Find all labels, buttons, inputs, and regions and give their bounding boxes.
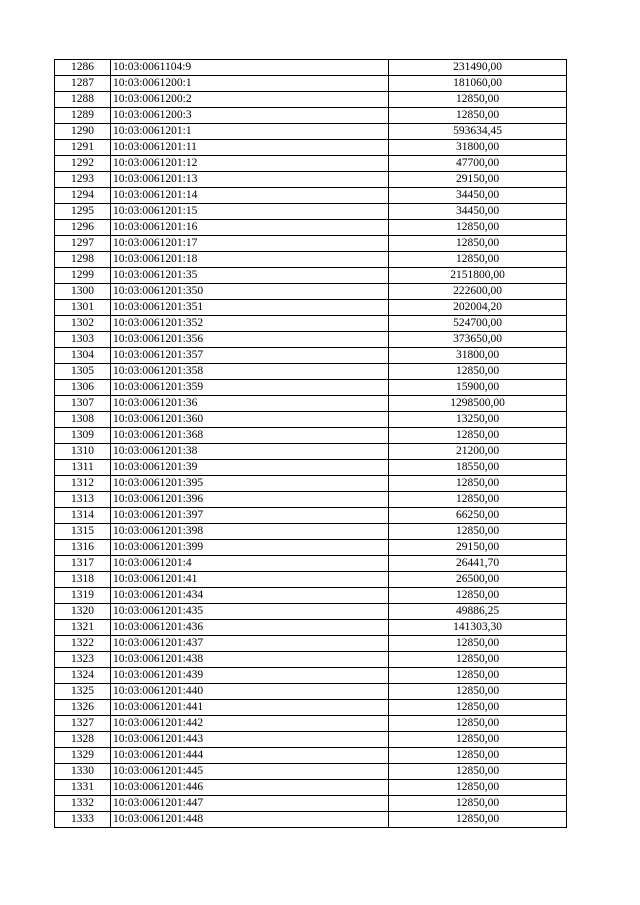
value-cell: 12850,00 — [389, 428, 567, 444]
table-row — [55, 412, 567, 428]
cadastral-number-cell: 10:03:0061201:368 — [111, 428, 389, 444]
table-row — [55, 444, 567, 460]
table-row — [55, 556, 567, 572]
row-number-cell: 1312 — [55, 476, 111, 492]
cadastral-number-cell: 10:03:0061201:399 — [111, 540, 389, 556]
value-cell: 593634,45 — [389, 124, 567, 140]
value-cell: 2151800,00 — [389, 268, 567, 284]
table-row — [55, 60, 567, 76]
cadastral-number-cell: 10:03:0061201:438 — [111, 652, 389, 668]
table-row — [55, 668, 567, 684]
cadastral-number-cell: 10:03:0061201:352 — [111, 316, 389, 332]
table-row — [55, 684, 567, 700]
row-number-cell: 1323 — [55, 652, 111, 668]
table-row — [55, 732, 567, 748]
table-row — [55, 268, 567, 284]
cadastral-number-cell: 10:03:0061201:12 — [111, 156, 389, 172]
value-cell: 15900,00 — [389, 380, 567, 396]
row-number-cell: 1328 — [55, 732, 111, 748]
table-row — [55, 764, 567, 780]
value-cell: 12850,00 — [389, 364, 567, 380]
cadastral-number-cell: 10:03:0061201:444 — [111, 748, 389, 764]
value-cell: 12850,00 — [389, 732, 567, 748]
cadastral-number-cell: 10:03:0061201:351 — [111, 300, 389, 316]
value-cell: 1298500,00 — [389, 396, 567, 412]
cadastral-number-cell: 10:03:0061201:440 — [111, 684, 389, 700]
row-number-cell: 1287 — [55, 76, 111, 92]
table-row — [55, 316, 567, 332]
table-row — [55, 284, 567, 300]
value-cell: 524700,00 — [389, 316, 567, 332]
cadastral-number-cell: 10:03:0061201:395 — [111, 476, 389, 492]
row-number-cell: 1286 — [55, 60, 111, 76]
row-number-cell: 1290 — [55, 124, 111, 140]
value-cell: 31800,00 — [389, 348, 567, 364]
cadastral-number-cell: 10:03:0061201:14 — [111, 188, 389, 204]
cadastral-number-cell: 10:03:0061200:3 — [111, 108, 389, 124]
row-number-cell: 1301 — [55, 300, 111, 316]
table-row — [55, 604, 567, 620]
table-row — [55, 300, 567, 316]
row-number-cell: 1310 — [55, 444, 111, 460]
cadastral-number-cell: 10:03:0061201:447 — [111, 796, 389, 812]
value-cell: 26500,00 — [389, 572, 567, 588]
table-row — [55, 700, 567, 716]
value-cell: 12850,00 — [389, 652, 567, 668]
row-number-cell: 1318 — [55, 572, 111, 588]
table-row — [55, 492, 567, 508]
row-number-cell: 1295 — [55, 204, 111, 220]
table-row — [55, 716, 567, 732]
row-number-cell: 1309 — [55, 428, 111, 444]
row-number-cell: 1300 — [55, 284, 111, 300]
value-cell: 12850,00 — [389, 684, 567, 700]
cadastral-number-cell: 10:03:0061201:439 — [111, 668, 389, 684]
value-cell: 202004,20 — [389, 300, 567, 316]
table-row — [55, 620, 567, 636]
cadastral-number-cell: 10:03:0061201:443 — [111, 732, 389, 748]
value-cell: 34450,00 — [389, 204, 567, 220]
value-cell: 12850,00 — [389, 92, 567, 108]
table-row — [55, 508, 567, 524]
cadastral-number-cell: 10:03:0061201:396 — [111, 492, 389, 508]
table-row — [55, 652, 567, 668]
cadastral-number-cell: 10:03:0061201:17 — [111, 236, 389, 252]
cadastral-number-cell: 10:03:0061201:1 — [111, 124, 389, 140]
table-row — [55, 588, 567, 604]
cadastral-number-cell: 10:03:0061201:436 — [111, 620, 389, 636]
value-cell: 12850,00 — [389, 492, 567, 508]
value-cell: 12850,00 — [389, 252, 567, 268]
table-row — [55, 812, 567, 828]
cadastral-value-table — [54, 59, 567, 828]
table-row — [55, 748, 567, 764]
value-cell: 12850,00 — [389, 636, 567, 652]
row-number-cell: 1306 — [55, 380, 111, 396]
table-row — [55, 636, 567, 652]
row-number-cell: 1289 — [55, 108, 111, 124]
table-row — [55, 524, 567, 540]
row-number-cell: 1331 — [55, 780, 111, 796]
cadastral-number-cell: 10:03:0061201:358 — [111, 364, 389, 380]
row-number-cell: 1298 — [55, 252, 111, 268]
row-number-cell: 1299 — [55, 268, 111, 284]
table-row — [55, 796, 567, 812]
cadastral-number-cell: 10:03:0061201:15 — [111, 204, 389, 220]
value-cell: 29150,00 — [389, 540, 567, 556]
row-number-cell: 1330 — [55, 764, 111, 780]
value-cell: 12850,00 — [389, 588, 567, 604]
cadastral-number-cell: 10:03:0061201:39 — [111, 460, 389, 476]
cadastral-number-cell: 10:03:0061201:41 — [111, 572, 389, 588]
table-row — [55, 428, 567, 444]
row-number-cell: 1296 — [55, 220, 111, 236]
row-number-cell: 1333 — [55, 812, 111, 828]
cadastral-number-cell: 10:03:0061201:16 — [111, 220, 389, 236]
value-cell: 12850,00 — [389, 220, 567, 236]
value-cell: 12850,00 — [389, 236, 567, 252]
table-row — [55, 780, 567, 796]
cadastral-number-cell: 10:03:0061201:4 — [111, 556, 389, 572]
table-row — [55, 332, 567, 348]
cadastral-number-cell: 10:03:0061201:350 — [111, 284, 389, 300]
row-number-cell: 1315 — [55, 524, 111, 540]
table-row — [55, 460, 567, 476]
value-cell: 29150,00 — [389, 172, 567, 188]
table-row — [55, 124, 567, 140]
value-cell: 12850,00 — [389, 812, 567, 828]
cadastral-number-cell: 10:03:0061201:445 — [111, 764, 389, 780]
table-row — [55, 396, 567, 412]
row-number-cell: 1326 — [55, 700, 111, 716]
value-cell: 34450,00 — [389, 188, 567, 204]
value-cell: 181060,00 — [389, 76, 567, 92]
cadastral-number-cell: 10:03:0061200:1 — [111, 76, 389, 92]
value-cell: 26441,70 — [389, 556, 567, 572]
value-cell: 31800,00 — [389, 140, 567, 156]
value-cell: 66250,00 — [389, 508, 567, 524]
cadastral-number-cell: 10:03:0061201:442 — [111, 716, 389, 732]
value-cell: 12850,00 — [389, 476, 567, 492]
value-cell: 47700,00 — [389, 156, 567, 172]
cadastral-number-cell: 10:03:0061201:435 — [111, 604, 389, 620]
cadastral-number-cell: 10:03:0061201:446 — [111, 780, 389, 796]
row-number-cell: 1307 — [55, 396, 111, 412]
cadastral-number-cell: 10:03:0061201:11 — [111, 140, 389, 156]
row-number-cell: 1291 — [55, 140, 111, 156]
value-cell: 12850,00 — [389, 780, 567, 796]
row-number-cell: 1319 — [55, 588, 111, 604]
table-row — [55, 140, 567, 156]
cadastral-number-cell: 10:03:0061201:359 — [111, 380, 389, 396]
cadastral-number-cell: 10:03:0061201:448 — [111, 812, 389, 828]
value-cell: 12850,00 — [389, 668, 567, 684]
cadastral-number-cell: 10:03:0061201:356 — [111, 332, 389, 348]
row-number-cell: 1305 — [55, 364, 111, 380]
value-cell: 12850,00 — [389, 108, 567, 124]
table-row — [55, 364, 567, 380]
cadastral-number-cell: 10:03:0061201:357 — [111, 348, 389, 364]
value-cell: 13250,00 — [389, 412, 567, 428]
table-row — [55, 540, 567, 556]
value-cell: 21200,00 — [389, 444, 567, 460]
cadastral-number-cell: 10:03:0061201:36 — [111, 396, 389, 412]
row-number-cell: 1292 — [55, 156, 111, 172]
row-number-cell: 1324 — [55, 668, 111, 684]
value-cell: 12850,00 — [389, 700, 567, 716]
row-number-cell: 1293 — [55, 172, 111, 188]
cadastral-number-cell: 10:03:0061104:9 — [111, 60, 389, 76]
table-row — [55, 220, 567, 236]
row-number-cell: 1303 — [55, 332, 111, 348]
value-cell: 12850,00 — [389, 716, 567, 732]
row-number-cell: 1314 — [55, 508, 111, 524]
row-number-cell: 1311 — [55, 460, 111, 476]
value-cell: 141303,30 — [389, 620, 567, 636]
row-number-cell: 1297 — [55, 236, 111, 252]
value-cell: 231490,00 — [389, 60, 567, 76]
table-row — [55, 380, 567, 396]
table-row — [55, 172, 567, 188]
row-number-cell: 1317 — [55, 556, 111, 572]
table-row — [55, 236, 567, 252]
cadastral-number-cell: 10:03:0061201:360 — [111, 412, 389, 428]
table-row — [55, 188, 567, 204]
value-cell: 12850,00 — [389, 796, 567, 812]
table-row — [55, 476, 567, 492]
cadastral-number-cell: 10:03:0061201:434 — [111, 588, 389, 604]
table-row — [55, 252, 567, 268]
cadastral-number-cell: 10:03:0061201:35 — [111, 268, 389, 284]
row-number-cell: 1294 — [55, 188, 111, 204]
table-row — [55, 348, 567, 364]
table-row — [55, 156, 567, 172]
table-row — [55, 92, 567, 108]
value-cell: 49886,25 — [389, 604, 567, 620]
cadastral-number-cell: 10:03:0061201:397 — [111, 508, 389, 524]
cadastral-number-cell: 10:03:0061201:13 — [111, 172, 389, 188]
row-number-cell: 1316 — [55, 540, 111, 556]
row-number-cell: 1322 — [55, 636, 111, 652]
table-row — [55, 204, 567, 220]
value-cell: 222600,00 — [389, 284, 567, 300]
row-number-cell: 1321 — [55, 620, 111, 636]
row-number-cell: 1313 — [55, 492, 111, 508]
row-number-cell: 1320 — [55, 604, 111, 620]
cadastral-number-cell: 10:03:0061201:398 — [111, 524, 389, 540]
table-row — [55, 76, 567, 92]
value-cell: 12850,00 — [389, 524, 567, 540]
cadastral-number-cell: 10:03:0061201:437 — [111, 636, 389, 652]
row-number-cell: 1308 — [55, 412, 111, 428]
value-cell: 373650,00 — [389, 332, 567, 348]
table-row — [55, 572, 567, 588]
row-number-cell: 1288 — [55, 92, 111, 108]
cadastral-number-cell: 10:03:0061201:441 — [111, 700, 389, 716]
row-number-cell: 1325 — [55, 684, 111, 700]
row-number-cell: 1327 — [55, 716, 111, 732]
value-cell: 12850,00 — [389, 764, 567, 780]
cadastral-number-cell: 10:03:0061201:38 — [111, 444, 389, 460]
row-number-cell: 1332 — [55, 796, 111, 812]
cadastral-number-cell: 10:03:0061200:2 — [111, 92, 389, 108]
value-cell: 18550,00 — [389, 460, 567, 476]
row-number-cell: 1329 — [55, 748, 111, 764]
table-body — [55, 60, 567, 828]
row-number-cell: 1304 — [55, 348, 111, 364]
value-cell: 12850,00 — [389, 748, 567, 764]
table-row — [55, 108, 567, 124]
cadastral-number-cell: 10:03:0061201:18 — [111, 252, 389, 268]
row-number-cell: 1302 — [55, 316, 111, 332]
